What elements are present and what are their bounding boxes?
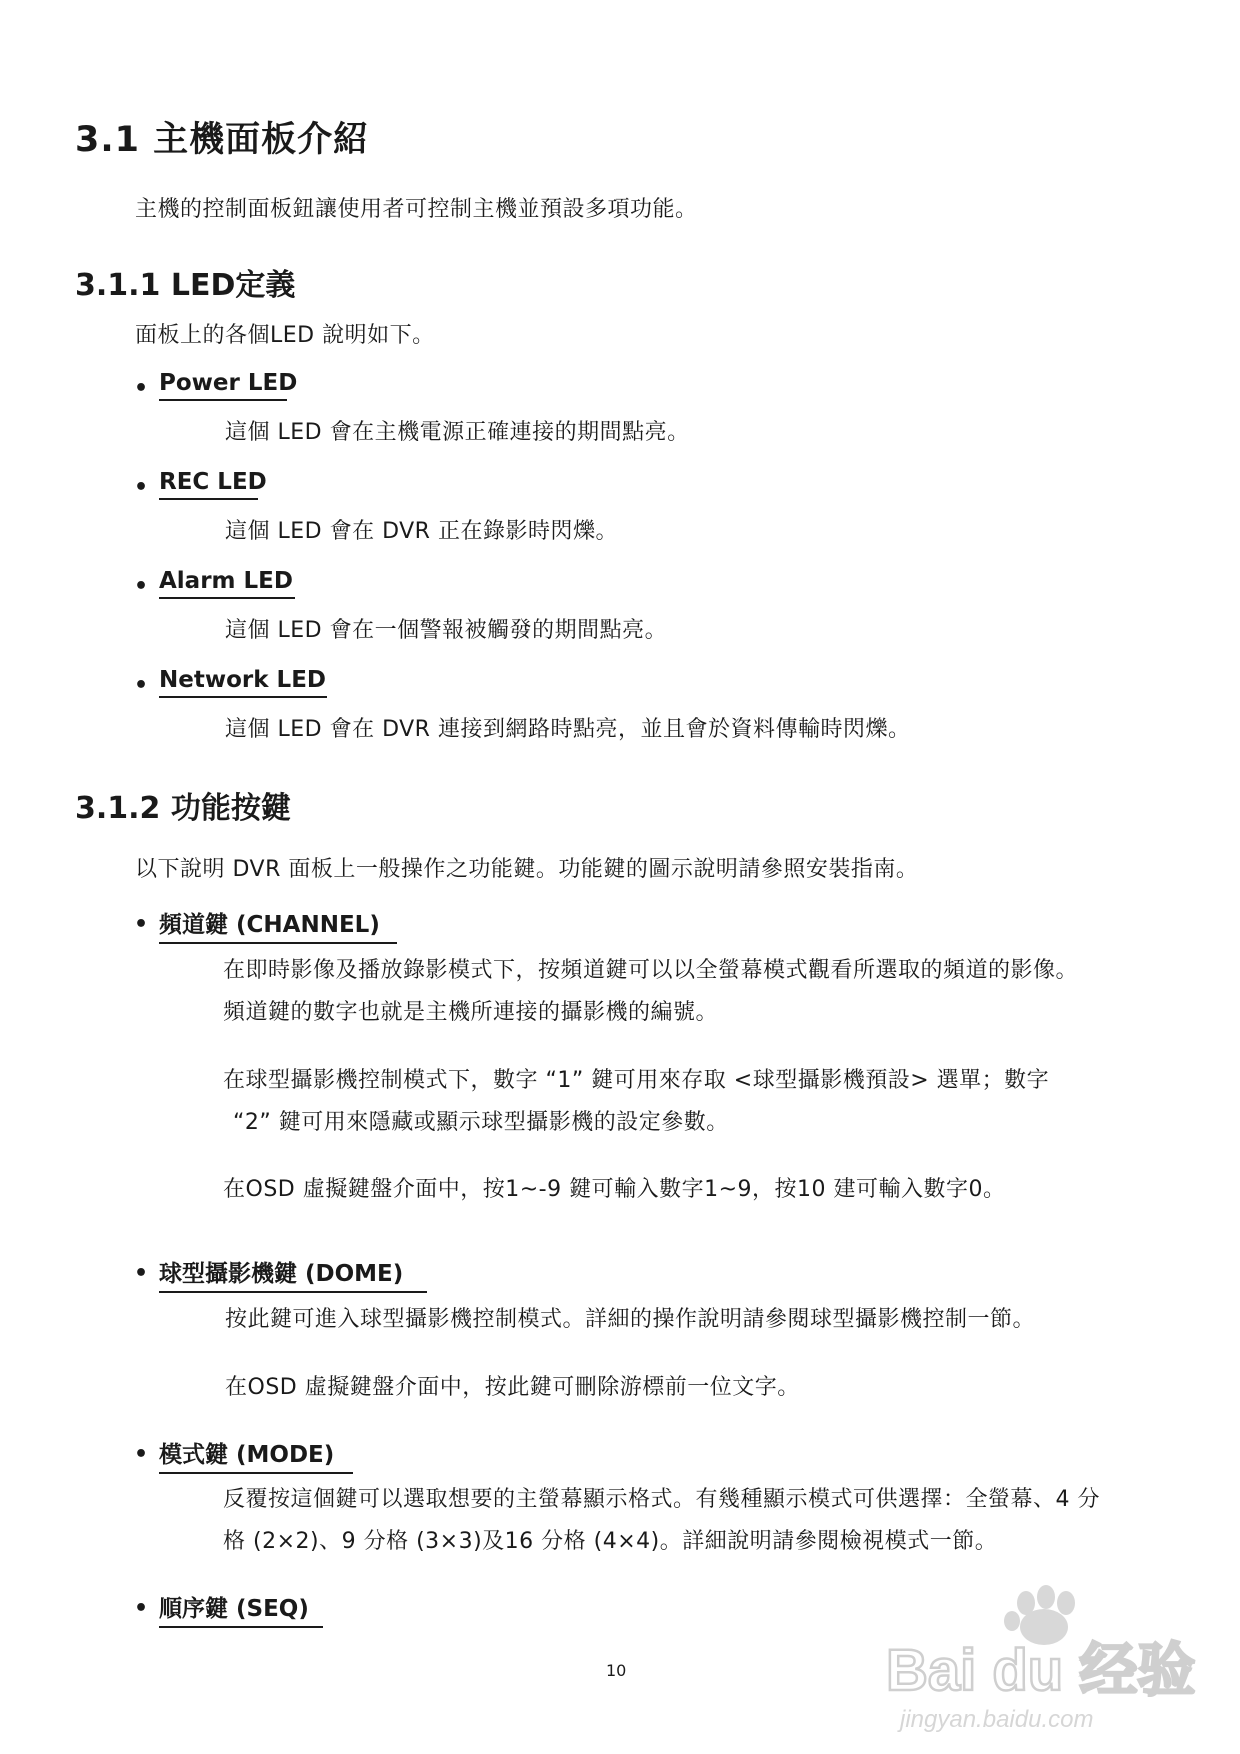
page-number: 10 xyxy=(606,1661,627,1680)
key-item-title: 頻道鍵 (CHANNEL) xyxy=(159,906,397,944)
key-item-title: 順序鍵 (SEQ) xyxy=(159,1590,323,1628)
paw-icon xyxy=(1004,1585,1075,1645)
bullet-icon: • xyxy=(134,475,149,500)
led-item-title: REC LED xyxy=(159,469,258,500)
section-3-1-1-heading: 3.1.1 LED定義 xyxy=(75,268,296,303)
led-item-desc: 這個 LED 會在一個警報被觸發的期間點亮。 xyxy=(225,618,668,643)
led-item-desc: 這個 LED 會在主機電源正確連接的期間點亮。 xyxy=(225,420,690,445)
led-item-desc: 這個 LED 會在 DVR 連接到網路時點亮，並且會於資料傳輸時閃爍。 xyxy=(225,717,911,742)
bullet-icon: • xyxy=(134,673,149,698)
key-item-desc-line: 在OSD 虛擬鍵盤介面中，按此鍵可刪除游標前一位文字。 xyxy=(225,1375,800,1400)
bullet-icon: • xyxy=(134,1596,149,1621)
key-item-desc-line: “2” 鍵可用來隱藏或顯示球型攝影機的設定參數。 xyxy=(233,1110,729,1135)
watermark-brand: Bai du 经验 xyxy=(886,1638,1196,1703)
key-item-desc-line: 在即時影像及播放錄影模式下，按頻道鍵可以以全螢幕模式觀看所選取的頻道的影像。 xyxy=(223,958,1079,983)
key-item-desc-line: 在球型攝影機控制模式下，數字 “1” 鍵可用來存取 <球型攝影機預設> 選單；數字 xyxy=(223,1068,1050,1093)
led-item-title: Power LED xyxy=(159,370,287,401)
bullet-icon: • xyxy=(134,1442,149,1467)
section-3-1-2-intro: 以下說明 DVR 面板上一般操作之功能鍵。功能鍵的圖示說明請參照安裝指南。 xyxy=(135,857,919,882)
section-3-1-heading: 3.1 主機面板介紹 xyxy=(75,120,370,160)
baidu-jingyan-watermark xyxy=(878,1575,1208,1735)
key-item-desc-line: 按此鍵可進入球型攝影機控制模式。詳細的操作說明請參閱球型攝影機控制一節。 xyxy=(225,1307,1036,1332)
key-item-desc-line: 格 (2×2)、9 分格 (3×3)及16 分格 (4×4)。詳細說明請參閱檢視模式一節。 xyxy=(223,1529,998,1554)
bullet-icon: • xyxy=(134,574,149,599)
bullet-icon: • xyxy=(134,376,149,401)
section-3-1-2-heading: 3.1.2 功能按鍵 xyxy=(75,791,291,826)
watermark-url: jingyan.baidu.com xyxy=(900,1706,1094,1733)
led-item-desc: 這個 LED 會在 DVR 正在錄影時閃爍。 xyxy=(225,519,618,544)
key-item-title: 球型攝影機鍵 (DOME) xyxy=(159,1255,427,1293)
key-item-desc-line: 頻道鍵的數字也就是主機所連接的攝影機的編號。 xyxy=(223,1000,719,1025)
led-item-title: Network LED xyxy=(159,667,327,698)
key-item-desc-line: 在OSD 虛擬鍵盤介面中，按1~-9 鍵可輸入數字1~9，按10 建可輸入數字0。 xyxy=(223,1177,1006,1202)
led-item-title: Alarm LED xyxy=(159,568,295,599)
section-3-1-1-intro: 面板上的各個LED 說明如下。 xyxy=(135,323,435,348)
bullet-icon: • xyxy=(134,1261,149,1286)
section-3-1-intro: 主機的控制面板鈕讓使用者可控制主機並預設多項功能。 xyxy=(135,197,698,222)
bullet-icon: • xyxy=(134,912,149,937)
key-item-title: 模式鍵 (MODE) xyxy=(159,1436,353,1474)
key-item-desc-line: 反覆按這個鍵可以選取想要的主螢幕顯示格式。有幾種顯示模式可供選擇：全螢幕、4 分 xyxy=(223,1487,1100,1512)
